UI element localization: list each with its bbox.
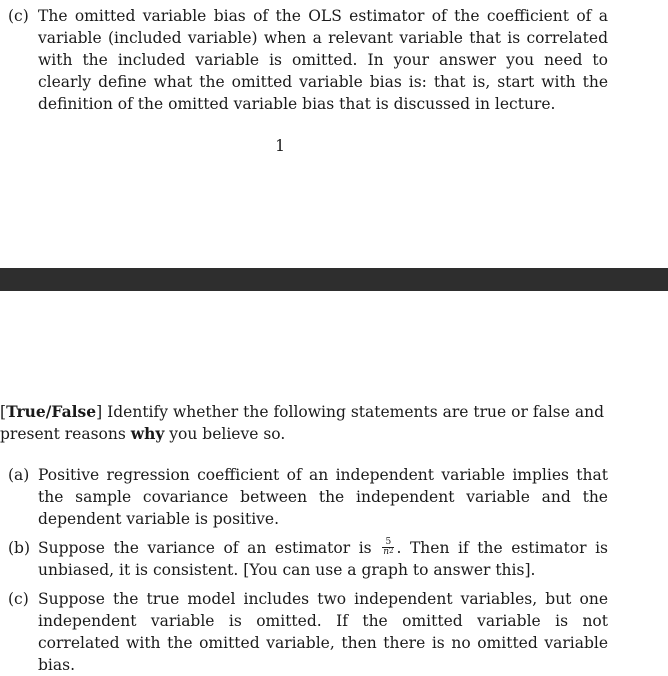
fraction-denominator-base: n xyxy=(383,546,389,557)
item-text-after: . Then if the estimator is unbiased, it is consistent. [You can use a graph to answer this]. xyxy=(38,539,608,579)
item-label: (c) xyxy=(8,590,29,608)
item-text-before: Suppose the variance of an estimator is xyxy=(38,539,381,557)
item-text: Positive regression coefficient of an independent variable implies that the sample covariance between the independent variable and the dependent variable is positive. xyxy=(38,466,608,528)
variance-fraction xyxy=(382,538,394,557)
why-emphasis: why xyxy=(130,424,165,443)
statement-item-c xyxy=(8,588,608,676)
page-2-top xyxy=(0,291,668,674)
item-text xyxy=(38,537,608,581)
statement-item-b xyxy=(8,537,608,581)
item-label: (c) xyxy=(8,7,29,25)
page-divider xyxy=(0,268,668,291)
item-label: (a) xyxy=(8,466,30,484)
item-text: Suppose the true model includes two independent variables, but one independent variable is omitted. If the omitted variable is not correlated with the omitted variable, then there is no omitted variable bias. xyxy=(38,590,608,674)
page-1-bottom xyxy=(0,0,668,268)
bracket-open: [ xyxy=(0,403,7,421)
page-number: 1 xyxy=(275,137,285,155)
question-item-c-omitted-variable-bias xyxy=(8,5,608,115)
statement-item-a xyxy=(8,464,608,530)
fraction-numerator: 5 xyxy=(382,538,394,548)
item-label: (b) xyxy=(8,539,31,557)
true-false-intro xyxy=(0,401,604,445)
item-text: The omitted variable bias of the OLS estimator of the coefficient of a variable (included variable) when a relevant variable that is correlated with the included variable is omitted. In your answer you need to clearly define what the omitted variable bias is: that is, start with the definition of the omitted variable bias that is discussed in lecture. xyxy=(38,7,608,113)
intro-text-end: you believe so. xyxy=(164,425,286,443)
true-false-heading: True/False xyxy=(6,402,97,421)
fraction-denominator xyxy=(382,548,394,557)
bracket-close: ] xyxy=(96,403,103,421)
intro-text: Identify whether the following statements are true or false and present reasons xyxy=(0,403,604,443)
fraction-denominator-exponent: 2 xyxy=(389,546,394,555)
